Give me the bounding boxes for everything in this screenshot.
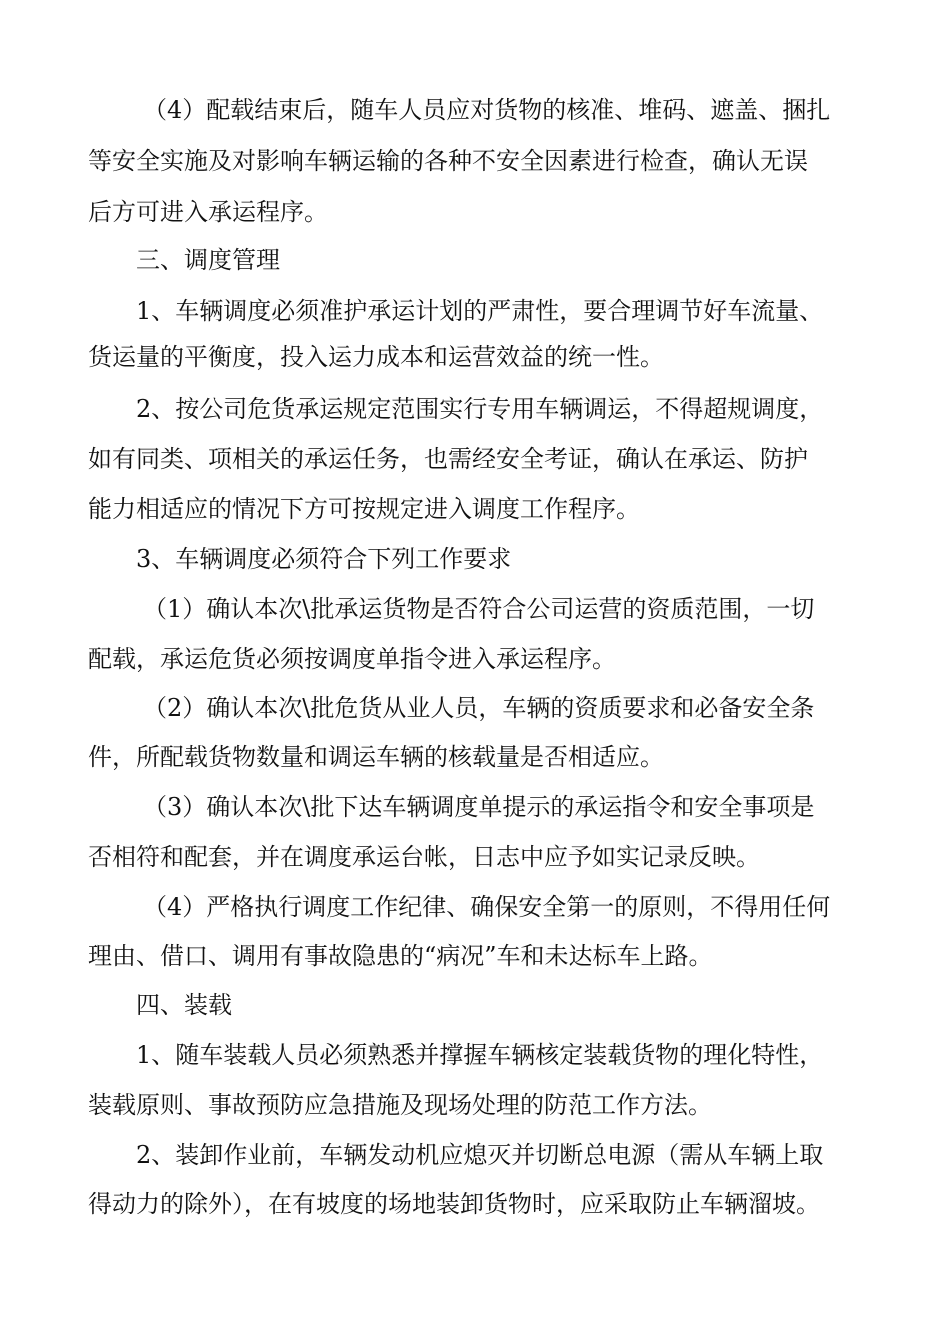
section-heading: 三、调度管理 bbox=[136, 246, 280, 274]
text-line: 如有同类、项相关的承运任务，也需经安全考证，确认在承运、防护 bbox=[88, 445, 808, 473]
text-line: （4）严格执行调度工作纪律、确保安全第一的原则，不得用任何 bbox=[143, 893, 831, 921]
text-line: 货运量的平衡度，投入运力成本和运营效益的统一性。 bbox=[88, 343, 664, 371]
text-line: （4）配载结束后，随车人员应对货物的核准、堆码、遮盖、捆扎 bbox=[143, 96, 831, 124]
text-line: 等安全实施及对影响车辆运输的各种不安全因素进行检查，确认无误 bbox=[88, 147, 808, 175]
text-line: 件，所配载货物数量和调运车辆的核载量是否相适应。 bbox=[88, 743, 664, 771]
text-line: 装载原则、事故预防应急措施及现场处理的防范工作方法。 bbox=[88, 1091, 712, 1119]
text-line: 能力相适应的情况下方可按规定进入调度工作程序。 bbox=[88, 495, 640, 523]
text-line: 后方可进入承运程序。 bbox=[88, 198, 328, 226]
section-heading: 四、装载 bbox=[136, 991, 232, 1019]
text-line: 理由、借口、调用有事故隐患的“病况”车和未达标车上路。 bbox=[88, 942, 713, 970]
text-line: 3、车辆调度必须符合下列工作要求 bbox=[136, 545, 512, 573]
text-line: （2）确认本次\批危货从业人员，车辆的资质要求和必备安全条 bbox=[143, 694, 815, 722]
text-line: 2、装卸作业前，车辆发动机应熄灭并切断总电源（需从车辆上取 bbox=[136, 1141, 824, 1169]
text-line: 1、车辆调度必须准护承运计划的严肃性，要合理调节好车流量、 bbox=[136, 297, 824, 325]
text-line: 2、按公司危货承运规定范围实行专用车辆调运，不得超规调度， bbox=[136, 395, 824, 423]
text-line: 得动力的除外），在有坡度的场地装卸货物时，应采取防止车辆溜坡。 bbox=[88, 1190, 820, 1218]
text-line: 1、随车装载人员必须熟悉并撑握车辆核定装载货物的理化特性， bbox=[136, 1041, 824, 1069]
text-line: 配载，承运危货必须按调度单指令进入承运程序。 bbox=[88, 645, 616, 673]
text-line: （1）确认本次\批承运货物是否符合公司运营的资质范围，一切 bbox=[143, 595, 815, 623]
text-line: 否相符和配套，并在调度承运台帐，日志中应予如实记录反映。 bbox=[88, 843, 760, 871]
text-line: （3）确认本次\批下达车辆调度单提示的承运指令和安全事项是 bbox=[143, 793, 815, 821]
